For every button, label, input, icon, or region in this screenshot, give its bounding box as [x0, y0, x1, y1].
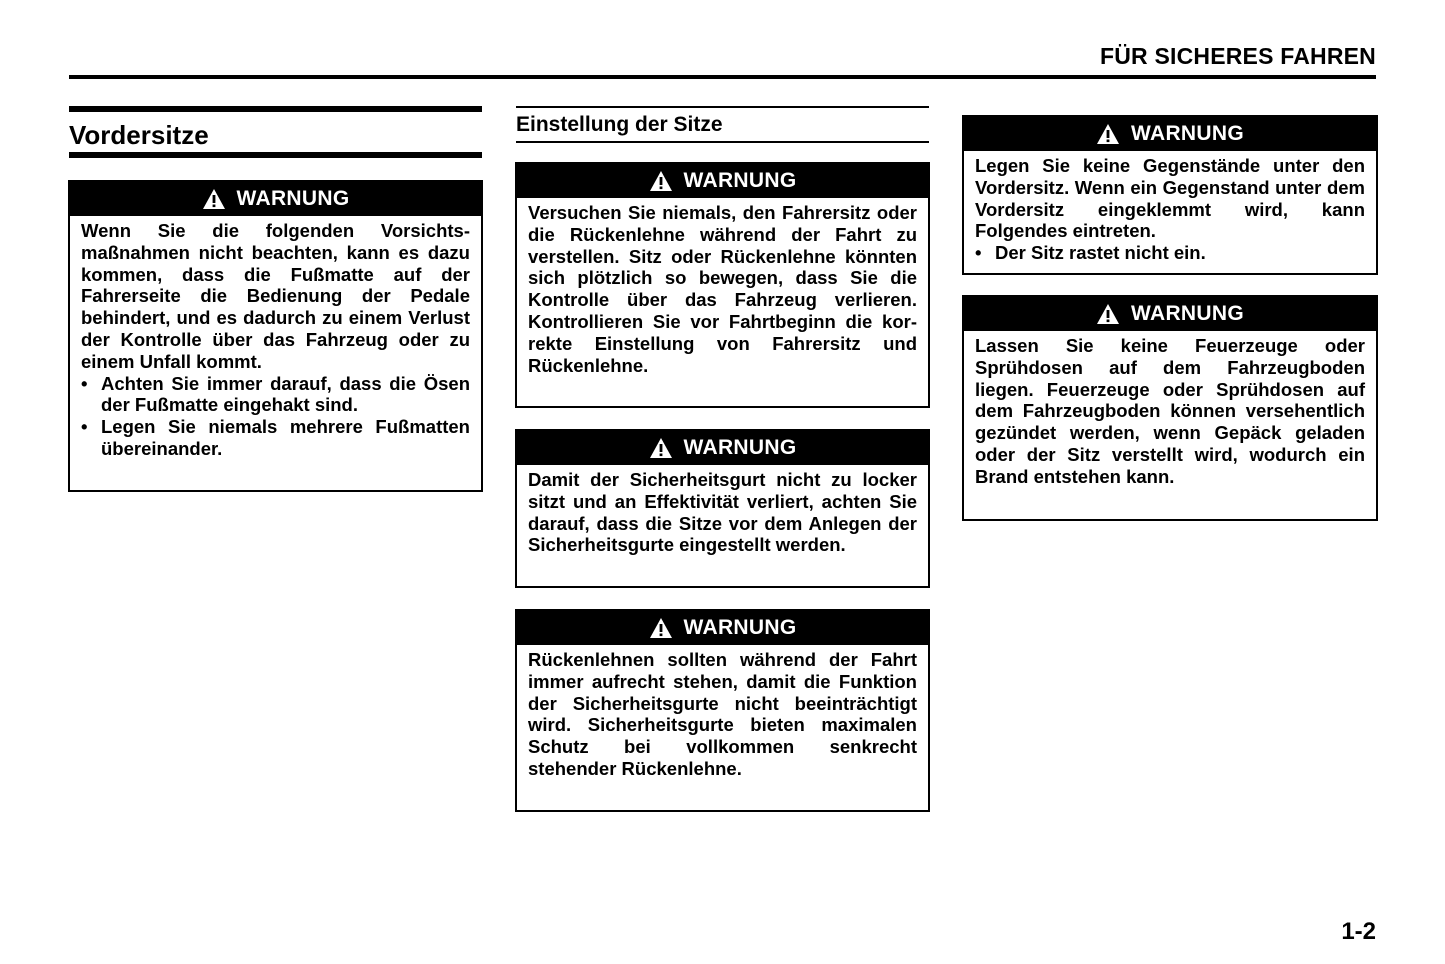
warning-text: Rückenlehnen sollten während der Fahrt immer aufrecht stehen, damit die Funktion der Sicherheitsgurte nicht beeinträchtigt wird. Sicherheitsgurte bieten maximalen Schutz bei vollkommen senkrecht stehender Rückenlehne. [528, 649, 917, 779]
warning-triangle-icon [202, 188, 226, 210]
warning-label: WARNUNG [1131, 122, 1244, 145]
warning-text: Wenn Sie die folgenden Vorsichtsmaßnahmen nicht beachten, kann es dazu kommen, dass die Fußmatte auf der Fahrerseite die Bedienung der Pedale behindert, und es dadurch zu einem Verlust der Kontrolle über das Fahrzeug oder zu einem Unfall kommt. [81, 220, 470, 372]
warning-header [964, 117, 1376, 151]
subsection-title: Einstellung der Sitze [516, 113, 723, 136]
warning-label: WARNUNG [1131, 302, 1244, 325]
section-title: Vordersitze [69, 120, 209, 150]
warning-triangle-icon [649, 170, 673, 192]
warning-text: Damit der Sicherheitsgurt nicht zu locker sitzt und an Effektivität verliert, achten Sie darauf, dass die Sitze vor dem Anlegen der Sicherheitsgurte eingestellt werden. [528, 469, 917, 556]
warning-box-seatbelt [515, 429, 930, 588]
warning-header [517, 164, 928, 198]
warning-header [964, 297, 1376, 331]
warning-body [517, 465, 928, 563]
warning-text: Lassen Sie keine Feuerzeuge oder Sprühdosen auf dem Fahrzeugboden liegen. Feuerzeuge oder Sprühdosen auf dem Fahrzeugboden können versehentlich gezündet werden, wenn Gepäck geladen oder der Sitz verstellt wird, wodurch ein Brand entstehen kann. [975, 335, 1365, 487]
warning-body [964, 151, 1376, 271]
warning-box-floor-mat [68, 180, 483, 492]
warning-bullet-list [81, 373, 470, 460]
warning-triangle-icon [649, 437, 673, 459]
warning-body [964, 331, 1376, 495]
section-heading [69, 106, 482, 158]
warning-label: WARNUNG [683, 436, 797, 459]
warning-bullet-list [975, 242, 1365, 264]
warning-body [517, 645, 928, 787]
page-number: 1-2 [1341, 918, 1376, 945]
warning-bullet: • Achten Sie immer darauf, dass die Ösen der Fußmatte eingehakt sind. [81, 373, 470, 417]
warning-bullet: • Der Sitz rastet nicht ein. [975, 242, 1365, 264]
subsection-heading [516, 106, 929, 143]
warning-box-seat-adjust [515, 162, 930, 408]
warning-body [70, 216, 481, 467]
warning-header [70, 182, 481, 216]
running-header: FÜR SICHERES FAHREN [1100, 43, 1376, 69]
warning-body [517, 198, 928, 383]
warning-box-backrest [515, 609, 930, 812]
warning-triangle-icon [649, 617, 673, 639]
warning-box-under-seat [962, 115, 1378, 275]
warning-triangle-icon [1096, 303, 1120, 325]
warning-header [517, 431, 928, 465]
warning-box-lighters [962, 295, 1378, 521]
warning-header [517, 611, 928, 645]
warning-label: WARNUNG [683, 169, 797, 192]
warning-text: Versuchen Sie niemals, den Fahrersitz oder die Rückenlehne während der Fahrt zu verstellen. Sitz oder Rückenlehne könnten sich plötzlich so bewegen, dass Sie die Kontrolle über das Fahrzeug verlieren. Kontrollieren Sie vor Fahrtbeginn die korrekte Einstellung von Fahrersitz und Rückenlehne. [528, 202, 917, 376]
warning-text: Legen Sie keine Gegenstände unter den Vordersitz. Wenn ein Gegenstand unter dem Vordersitz eingeklemmt wird, kann Folgendes eintreten. [975, 155, 1365, 242]
warning-triangle-icon [1096, 123, 1120, 145]
warning-label: WARNUNG [683, 616, 797, 639]
warning-label: WARNUNG [236, 187, 350, 210]
warning-bullet: • Legen Sie niemals mehrere Fußmatten übereinander. [81, 416, 470, 460]
header-rule [69, 75, 1376, 79]
